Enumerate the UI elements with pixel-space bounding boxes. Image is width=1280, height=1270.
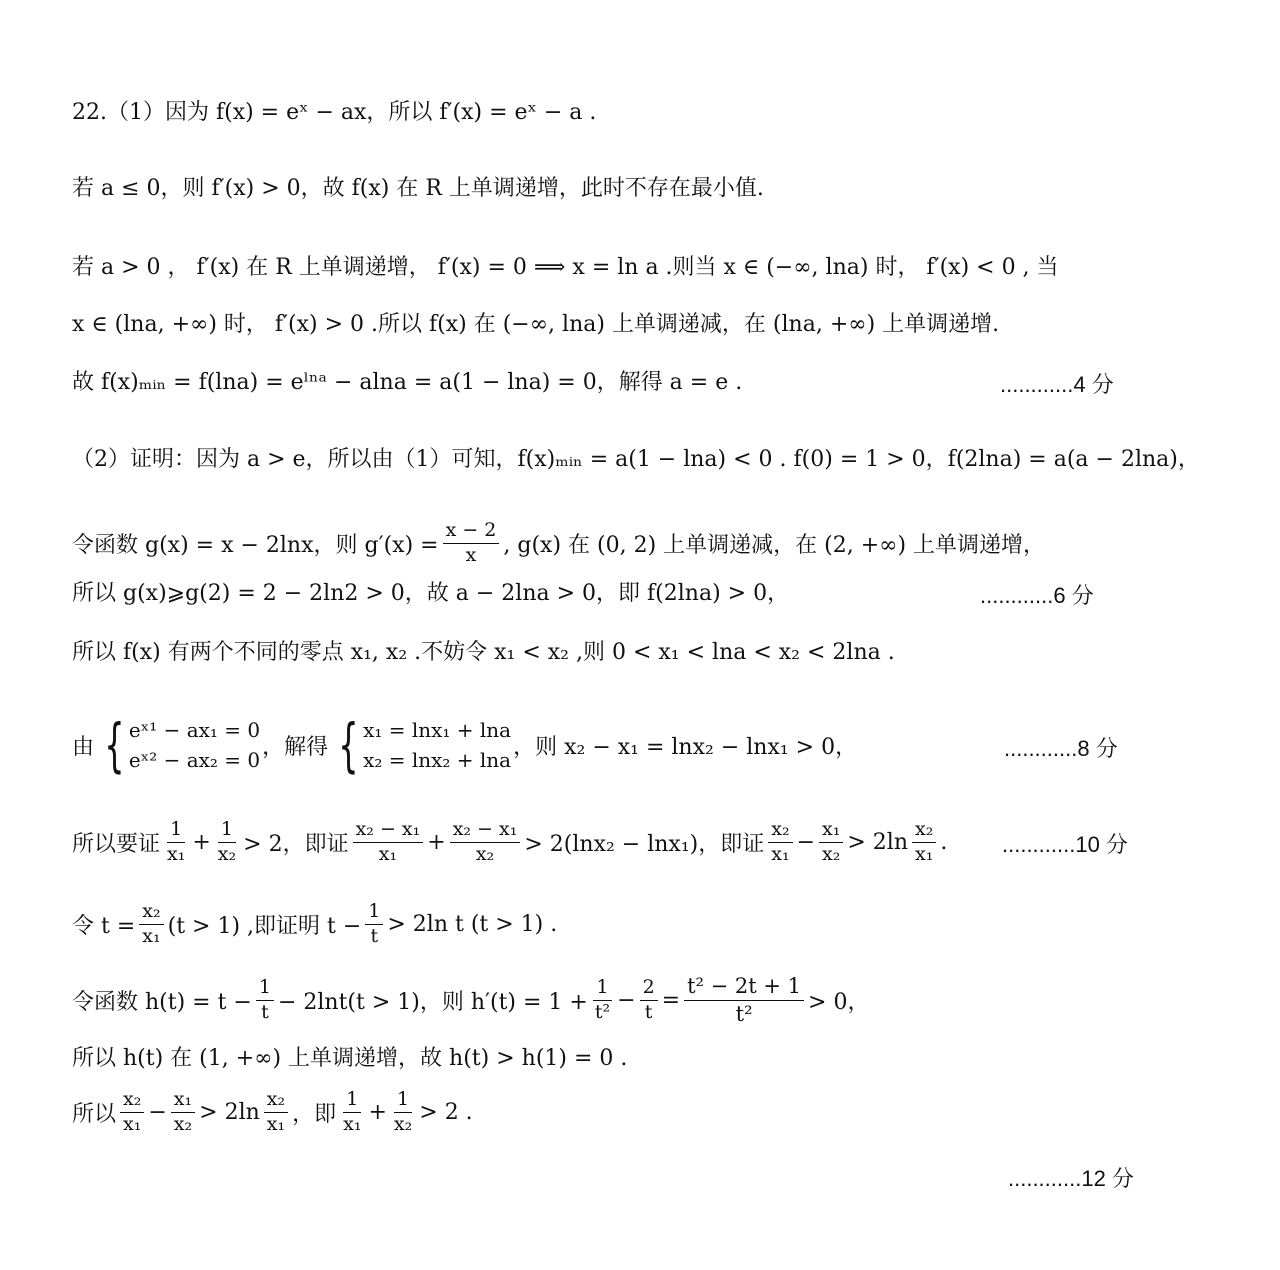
frac-den: t [644, 1000, 653, 1023]
score-6: ............6 分 [980, 583, 1094, 608]
operator: + [427, 829, 446, 855]
line-h [72, 972, 869, 1028]
line-prove [72, 814, 947, 870]
sys2-row1: x₁ = lnx₁ + lna [363, 718, 512, 742]
frac-num: 1 [218, 819, 236, 843]
fraction [120, 1089, 144, 1136]
line-5: 故 f(x)ₘᵢₙ = f(lna) = eˡⁿᵃ − alna = a(1 − lna) = 0，解得 a = e . [72, 369, 743, 395]
sys1-row1: eˣ¹ − ax₁ = 0 [128, 718, 261, 742]
text: > 2，即证 [243, 831, 349, 857]
line-g-a: 令函数 g(x) = x − 2lnx，则 g′(x) = [72, 532, 439, 558]
frac-den: x₂ [475, 842, 495, 865]
text: − 2lnt(t > 1)，则 h′(t) = 1 + [277, 989, 588, 1015]
line-g [72, 518, 1045, 568]
frac-num: x₂ [264, 1089, 288, 1113]
line-4: x ∈ (lna, +∞) 时， f′(x) > 0 .所以 f(x) 在 (−∞, lna) 上单调递减，在 (lna, +∞) 上单调递增. [72, 311, 1000, 337]
line-t [72, 896, 557, 952]
frac-num: x₂ [120, 1089, 144, 1113]
text: . [940, 829, 948, 855]
text: > 2ln t (t > 1) . [387, 911, 558, 937]
frac-den: x [465, 543, 477, 566]
frac-num: x₂ − x₁ [450, 819, 521, 843]
operator: − [148, 1099, 167, 1125]
fraction [365, 901, 383, 948]
frac-num: 1 [593, 977, 611, 1001]
frac-den: t² [594, 1000, 611, 1023]
fraction [139, 901, 163, 948]
text: (t > 1) ,即证明 t − [167, 913, 362, 939]
frac-den: x₁ [142, 924, 161, 947]
line-1: 22.（1）因为 f(x) = eˣ − ax，所以 f′(x) = eˣ − a . [72, 99, 597, 125]
fraction [164, 819, 188, 866]
fraction [391, 1089, 415, 1136]
line-sys [72, 712, 857, 778]
line-6: （2）证明：因为 a > e，所以由（1）可知，f(x)ₘᵢₙ = a(1 − lna) < 0 . f(0) = 1 > 0，f(2lna) = a(a − 2lna)， [72, 446, 1200, 472]
operator: + [368, 1099, 387, 1125]
sys1-row2: eˣ² − ax₂ = 0 [128, 748, 261, 772]
fraction [450, 819, 521, 866]
frac-num: 1 [256, 977, 274, 1001]
line-sys-b: ，解得 [262, 734, 329, 760]
operator: − [796, 829, 816, 855]
line-3: 若 a > 0 ， f′(x) 在 R 上单调递增， f′(x) = 0 ⟹ x = ln a .则当 x ∈ (−∞, lna) 时， f′(x) < 0 , 当 [72, 254, 1059, 280]
frac-num: x − 2 [443, 520, 500, 544]
frac-num: x₂ [768, 819, 792, 843]
score-8: ............8 分 [1004, 736, 1118, 761]
operator: + [192, 829, 211, 855]
fraction [768, 819, 792, 866]
frac-den: x₁ [167, 842, 186, 865]
line-7: 所以 g(x)⩾g(2) = 2 − 2ln2 > 0，故 a − 2lna > 0，即 f(2lna) > 0， [72, 580, 790, 606]
frac-den: x₁ [378, 842, 398, 865]
frac-den: x₁ [771, 842, 790, 865]
text: > 2(lnx₂ − lnx₁)，即证 [524, 831, 765, 857]
frac-num: x₂ − x₁ [353, 819, 424, 843]
text: > 2ln [847, 829, 908, 855]
frac-den: t² [735, 1001, 753, 1026]
fraction [215, 819, 239, 866]
frac-num: t² − 2t + 1 [684, 974, 804, 1000]
frac-den: x₂ [822, 842, 841, 865]
frac-den: x₁ [915, 842, 934, 865]
frac-num: x₁ [171, 1089, 195, 1113]
fraction [264, 1089, 288, 1136]
frac-num: 1 [167, 819, 185, 843]
text: ，即 [292, 1101, 337, 1127]
frac-den: x₁ [266, 1112, 286, 1135]
frac-den: x₂ [173, 1112, 193, 1135]
frac-num: 2 [640, 977, 658, 1001]
frac-num: 1 [343, 1089, 361, 1113]
text: > 2ln [199, 1099, 260, 1125]
text: 令函数 h(t) = t − [72, 989, 252, 1015]
operator: − [617, 987, 636, 1013]
line-8: 所以 f(x) 有两个不同的零点 x₁, x₂ .不妨令 x₁ < x₂ ,则 0 < x₁ < lna < x₂ < 2lna . [72, 639, 895, 665]
frac-den: x₂ [217, 842, 237, 865]
frac-den: x₁ [343, 1112, 362, 1135]
fraction [340, 1089, 364, 1136]
fraction [684, 974, 804, 1025]
fraction [912, 819, 936, 866]
equation-system-1 [96, 711, 261, 779]
line-final [72, 1084, 473, 1140]
brace-icon: { [104, 711, 125, 779]
fraction [819, 819, 843, 866]
frac-num: x₂ [139, 901, 163, 925]
frac-num: x₂ [912, 819, 936, 843]
fraction [592, 977, 613, 1024]
line-2: 若 a ≤ 0，则 f′(x) > 0，故 f(x) 在 R 上单调递增，此时不存在最小值. [72, 175, 764, 201]
line-sys-a: 由 [72, 734, 95, 760]
fraction [256, 977, 274, 1024]
frac-den: t [261, 1000, 269, 1023]
line-g-b: , g(x) 在 (0, 2) 上单调递减，在 (2, +∞) 上单调递增， [503, 532, 1046, 558]
frac-den: t [370, 924, 379, 947]
score-12: ............12 分 [1008, 1166, 1134, 1191]
fraction-g-prime [443, 520, 500, 567]
operator: = [661, 987, 681, 1013]
score-4: ............4 分 [1000, 372, 1114, 397]
text: > 0， [808, 989, 870, 1015]
text: 所以要证 [72, 831, 161, 857]
line-sys-c: ，则 x₂ − x₁ = lnx₂ − lnx₁ > 0， [513, 734, 858, 760]
frac-den: x₁ [123, 1112, 142, 1135]
fraction [640, 977, 658, 1024]
frac-num: 1 [365, 901, 383, 925]
fraction [171, 1089, 195, 1136]
text: 所以 [72, 1101, 117, 1127]
text: 令 t = [72, 913, 136, 939]
line-9: 所以 h(t) 在 (1, +∞) 上单调递增，故 h(t) > h(1) = 0 . [72, 1045, 628, 1071]
equation-system-2 [330, 711, 512, 779]
frac-num: x₁ [819, 819, 843, 843]
text: > 2 . [419, 1099, 473, 1125]
frac-den: x₂ [393, 1112, 413, 1135]
sys2-row2: x₂ = lnx₂ + lna [363, 748, 512, 772]
frac-num: 1 [394, 1089, 412, 1113]
brace-icon: { [338, 711, 359, 779]
score-10: ............10 分 [1002, 832, 1128, 857]
fraction [353, 819, 424, 866]
